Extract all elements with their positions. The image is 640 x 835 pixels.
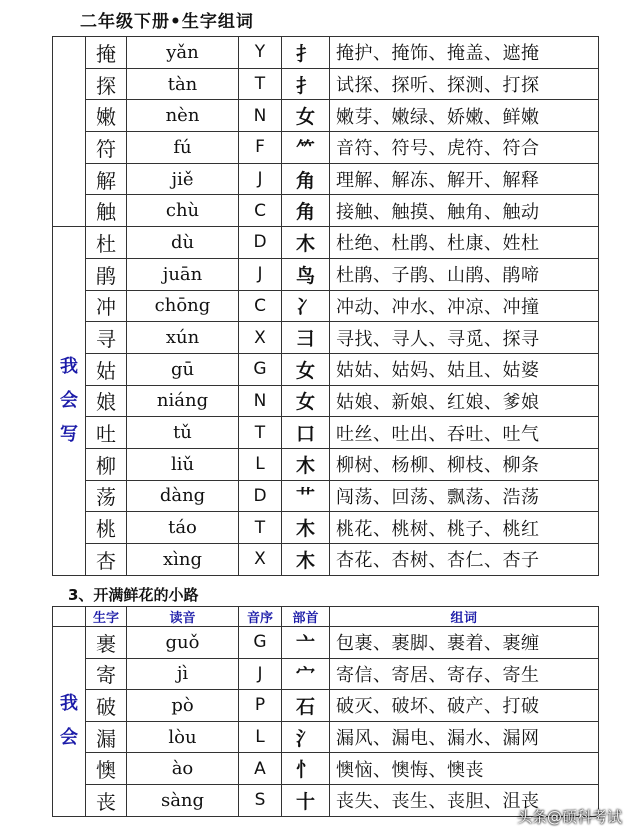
char-cell: 嫩 bbox=[86, 100, 127, 132]
radical-cell: 女 bbox=[282, 100, 330, 132]
table-row bbox=[53, 37, 599, 69]
pinyin-cell: niáng bbox=[127, 385, 239, 417]
table-row bbox=[53, 385, 599, 417]
group-cell-blank bbox=[53, 37, 86, 227]
words-cell: 丧失、丧生、丧胆、沮丧 bbox=[330, 784, 599, 816]
pinyin-cell: lòu bbox=[127, 721, 239, 753]
words-cell: 懊恼、懊悔、懊丧 bbox=[330, 753, 599, 785]
words-cell: 姑姑、姑妈、姑且、姑婆 bbox=[330, 353, 599, 385]
char-cell: 符 bbox=[86, 132, 127, 164]
pinyin-cell: nèn bbox=[127, 100, 239, 132]
words-cell: 音符、符号、虎符、符合 bbox=[330, 132, 599, 164]
pinyin-cell: yǎn bbox=[127, 37, 239, 69]
sequence-cell: Y bbox=[239, 37, 282, 69]
table-row bbox=[53, 100, 599, 132]
radical-cell: 木 bbox=[282, 544, 330, 576]
table-row bbox=[53, 658, 599, 690]
sequence-cell: D bbox=[239, 480, 282, 512]
char-cell: 寄 bbox=[86, 658, 127, 690]
pinyin-cell: ào bbox=[127, 753, 239, 785]
radical-cell: 口 bbox=[282, 417, 330, 449]
radical-cell: 冫 bbox=[282, 290, 330, 322]
pinyin-cell: jì bbox=[127, 658, 239, 690]
pinyin-cell: jiě bbox=[127, 163, 239, 195]
table-row bbox=[53, 512, 599, 544]
char-cell: 杜 bbox=[86, 227, 127, 259]
sequence-cell: D bbox=[239, 227, 282, 259]
char-cell: 掩 bbox=[86, 37, 127, 69]
radical-cell: 氵 bbox=[282, 721, 330, 753]
radical-cell: 女 bbox=[282, 353, 330, 385]
radical-cell: 角 bbox=[282, 163, 330, 195]
radical-cell: 十 bbox=[282, 784, 330, 816]
table-header-row bbox=[53, 607, 599, 627]
sequence-cell: F bbox=[239, 132, 282, 164]
char-cell: 漏 bbox=[86, 721, 127, 753]
table-row bbox=[53, 448, 599, 480]
pinyin-cell: juān bbox=[127, 258, 239, 290]
group-cell-write bbox=[53, 227, 86, 576]
sequence-cell: C bbox=[239, 290, 282, 322]
group-label-char: 写 bbox=[60, 424, 78, 445]
words-cell: 嫩芽、嫩绿、娇嫩、鲜嫩 bbox=[330, 100, 599, 132]
sequence-cell: J bbox=[239, 258, 282, 290]
pinyin-cell: chù bbox=[127, 195, 239, 227]
sequence-cell: G bbox=[239, 627, 282, 659]
words-cell: 姑娘、新娘、红娘、爹娘 bbox=[330, 385, 599, 417]
sequence-cell: S bbox=[239, 784, 282, 816]
char-cell: 裹 bbox=[86, 627, 127, 659]
pinyin-cell: táo bbox=[127, 512, 239, 544]
words-cell: 掩护、掩饰、掩盖、遮掩 bbox=[330, 37, 599, 69]
group-label-char: 会 bbox=[60, 727, 78, 749]
words-cell: 杏花、杏树、杏仁、杏子 bbox=[330, 544, 599, 576]
pinyin-cell: dù bbox=[127, 227, 239, 259]
words-cell: 桃花、桃树、桃子、桃红 bbox=[330, 512, 599, 544]
sequence-cell: T bbox=[239, 68, 282, 100]
char-cell: 荡 bbox=[86, 480, 127, 512]
words-cell: 柳树、杨柳、柳枝、柳条 bbox=[330, 448, 599, 480]
group-label-char: 我 bbox=[60, 693, 78, 715]
header-radical: 部首 bbox=[282, 607, 330, 627]
radical-cell: 角 bbox=[282, 195, 330, 227]
char-cell: 解 bbox=[86, 163, 127, 195]
radical-cell: 亠 bbox=[282, 627, 330, 659]
table-row bbox=[53, 721, 599, 753]
pinyin-cell: dàng bbox=[127, 480, 239, 512]
radical-cell: 宀 bbox=[282, 658, 330, 690]
radical-cell: 石 bbox=[282, 690, 330, 722]
header-pinyin: 读音 bbox=[127, 607, 239, 627]
group-label-char: 会 bbox=[60, 389, 78, 411]
group-label-char: 我 bbox=[60, 355, 78, 377]
sequence-cell: P bbox=[239, 690, 282, 722]
page-title: 二年级下册•生字组词 bbox=[80, 12, 254, 32]
char-cell: 柳 bbox=[86, 448, 127, 480]
sequence-cell: C bbox=[239, 195, 282, 227]
sequence-cell: N bbox=[239, 100, 282, 132]
sequence-cell: T bbox=[239, 512, 282, 544]
table-row bbox=[53, 417, 599, 449]
pinyin-cell: tǔ bbox=[127, 417, 239, 449]
words-cell: 杜绝、杜鹃、杜康、姓杜 bbox=[330, 227, 599, 259]
words-cell: 冲动、冲水、冲凉、冲撞 bbox=[330, 290, 599, 322]
words-cell: 吐丝、吐出、吞吐、吐气 bbox=[330, 417, 599, 449]
table-row bbox=[53, 227, 599, 259]
radical-cell: 艹 bbox=[282, 480, 330, 512]
radical-cell: 木 bbox=[282, 512, 330, 544]
sequence-cell: J bbox=[239, 658, 282, 690]
pinyin-cell: xún bbox=[127, 322, 239, 354]
character-table-2 bbox=[52, 606, 599, 817]
char-cell: 冲 bbox=[86, 290, 127, 322]
header-words: 组词 bbox=[330, 607, 599, 627]
radical-cell: 木 bbox=[282, 448, 330, 480]
sequence-cell: J bbox=[239, 163, 282, 195]
pinyin-cell: guǒ bbox=[127, 627, 239, 659]
words-cell: 闯荡、回荡、飘荡、浩荡 bbox=[330, 480, 599, 512]
radical-cell: 忄 bbox=[282, 753, 330, 785]
pinyin-cell: chōng bbox=[127, 290, 239, 322]
words-cell: 破灭、破坏、破产、打破 bbox=[330, 690, 599, 722]
sequence-cell: L bbox=[239, 448, 282, 480]
pinyin-cell: gū bbox=[127, 353, 239, 385]
section-title: 3、开满鲜花的小路 bbox=[68, 586, 199, 604]
char-cell: 姑 bbox=[86, 353, 127, 385]
char-cell: 鹃 bbox=[86, 258, 127, 290]
radical-cell: 彐 bbox=[282, 322, 330, 354]
words-cell: 漏风、漏电、漏水、漏网 bbox=[330, 721, 599, 753]
words-cell: 杜鹃、子鹃、山鹃、鹃啼 bbox=[330, 258, 599, 290]
group-cell-know bbox=[53, 627, 86, 817]
table-row bbox=[53, 544, 599, 576]
pinyin-cell: pò bbox=[127, 690, 239, 722]
header-seq: 音序 bbox=[239, 607, 282, 627]
radical-cell: 扌 bbox=[282, 37, 330, 69]
pinyin-cell: sàng bbox=[127, 784, 239, 816]
pinyin-cell: tàn bbox=[127, 68, 239, 100]
pinyin-cell: xìng bbox=[127, 544, 239, 576]
words-cell: 寄信、寄居、寄存、寄生 bbox=[330, 658, 599, 690]
sequence-cell: L bbox=[239, 721, 282, 753]
char-cell: 娘 bbox=[86, 385, 127, 417]
words-cell: 试探、探听、探测、打探 bbox=[330, 68, 599, 100]
radical-cell: 扌 bbox=[282, 68, 330, 100]
char-cell: 懊 bbox=[86, 753, 127, 785]
header-blank bbox=[53, 607, 86, 627]
char-cell: 桃 bbox=[86, 512, 127, 544]
table-row bbox=[53, 627, 599, 659]
table-row bbox=[53, 258, 599, 290]
table-row bbox=[53, 132, 599, 164]
char-cell: 探 bbox=[86, 68, 127, 100]
words-cell: 寻找、寻人、寻觅、探寻 bbox=[330, 322, 599, 354]
character-table-1 bbox=[52, 36, 599, 576]
table-row bbox=[53, 195, 599, 227]
pinyin-cell: liǔ bbox=[127, 448, 239, 480]
sequence-cell: G bbox=[239, 353, 282, 385]
radical-cell: 女 bbox=[282, 385, 330, 417]
words-cell: 包裹、裹脚、裹着、裹缠 bbox=[330, 627, 599, 659]
header-char: 生字 bbox=[86, 607, 127, 627]
char-cell: 吐 bbox=[86, 417, 127, 449]
sequence-cell: N bbox=[239, 385, 282, 417]
table-row bbox=[53, 68, 599, 100]
char-cell: 杏 bbox=[86, 544, 127, 576]
words-cell: 理解、解冻、解开、解释 bbox=[330, 163, 599, 195]
pinyin-cell: fú bbox=[127, 132, 239, 164]
table-row bbox=[53, 690, 599, 722]
table-row bbox=[53, 322, 599, 354]
radical-cell: 鸟 bbox=[282, 258, 330, 290]
table-row bbox=[53, 753, 599, 785]
radical-cell: 木 bbox=[282, 227, 330, 259]
radical-cell: ⺮ bbox=[282, 132, 330, 164]
sequence-cell: X bbox=[239, 322, 282, 354]
table-row bbox=[53, 163, 599, 195]
sequence-cell: T bbox=[239, 417, 282, 449]
watermark: 头条@硕科考试 bbox=[516, 808, 622, 826]
char-cell: 破 bbox=[86, 690, 127, 722]
char-cell: 寻 bbox=[86, 322, 127, 354]
char-cell: 丧 bbox=[86, 784, 127, 816]
table-row bbox=[53, 290, 599, 322]
table-row bbox=[53, 353, 599, 385]
char-cell: 触 bbox=[86, 195, 127, 227]
sequence-cell: A bbox=[239, 753, 282, 785]
words-cell: 接触、触摸、触角、触动 bbox=[330, 195, 599, 227]
sequence-cell: X bbox=[239, 544, 282, 576]
table-row bbox=[53, 480, 599, 512]
